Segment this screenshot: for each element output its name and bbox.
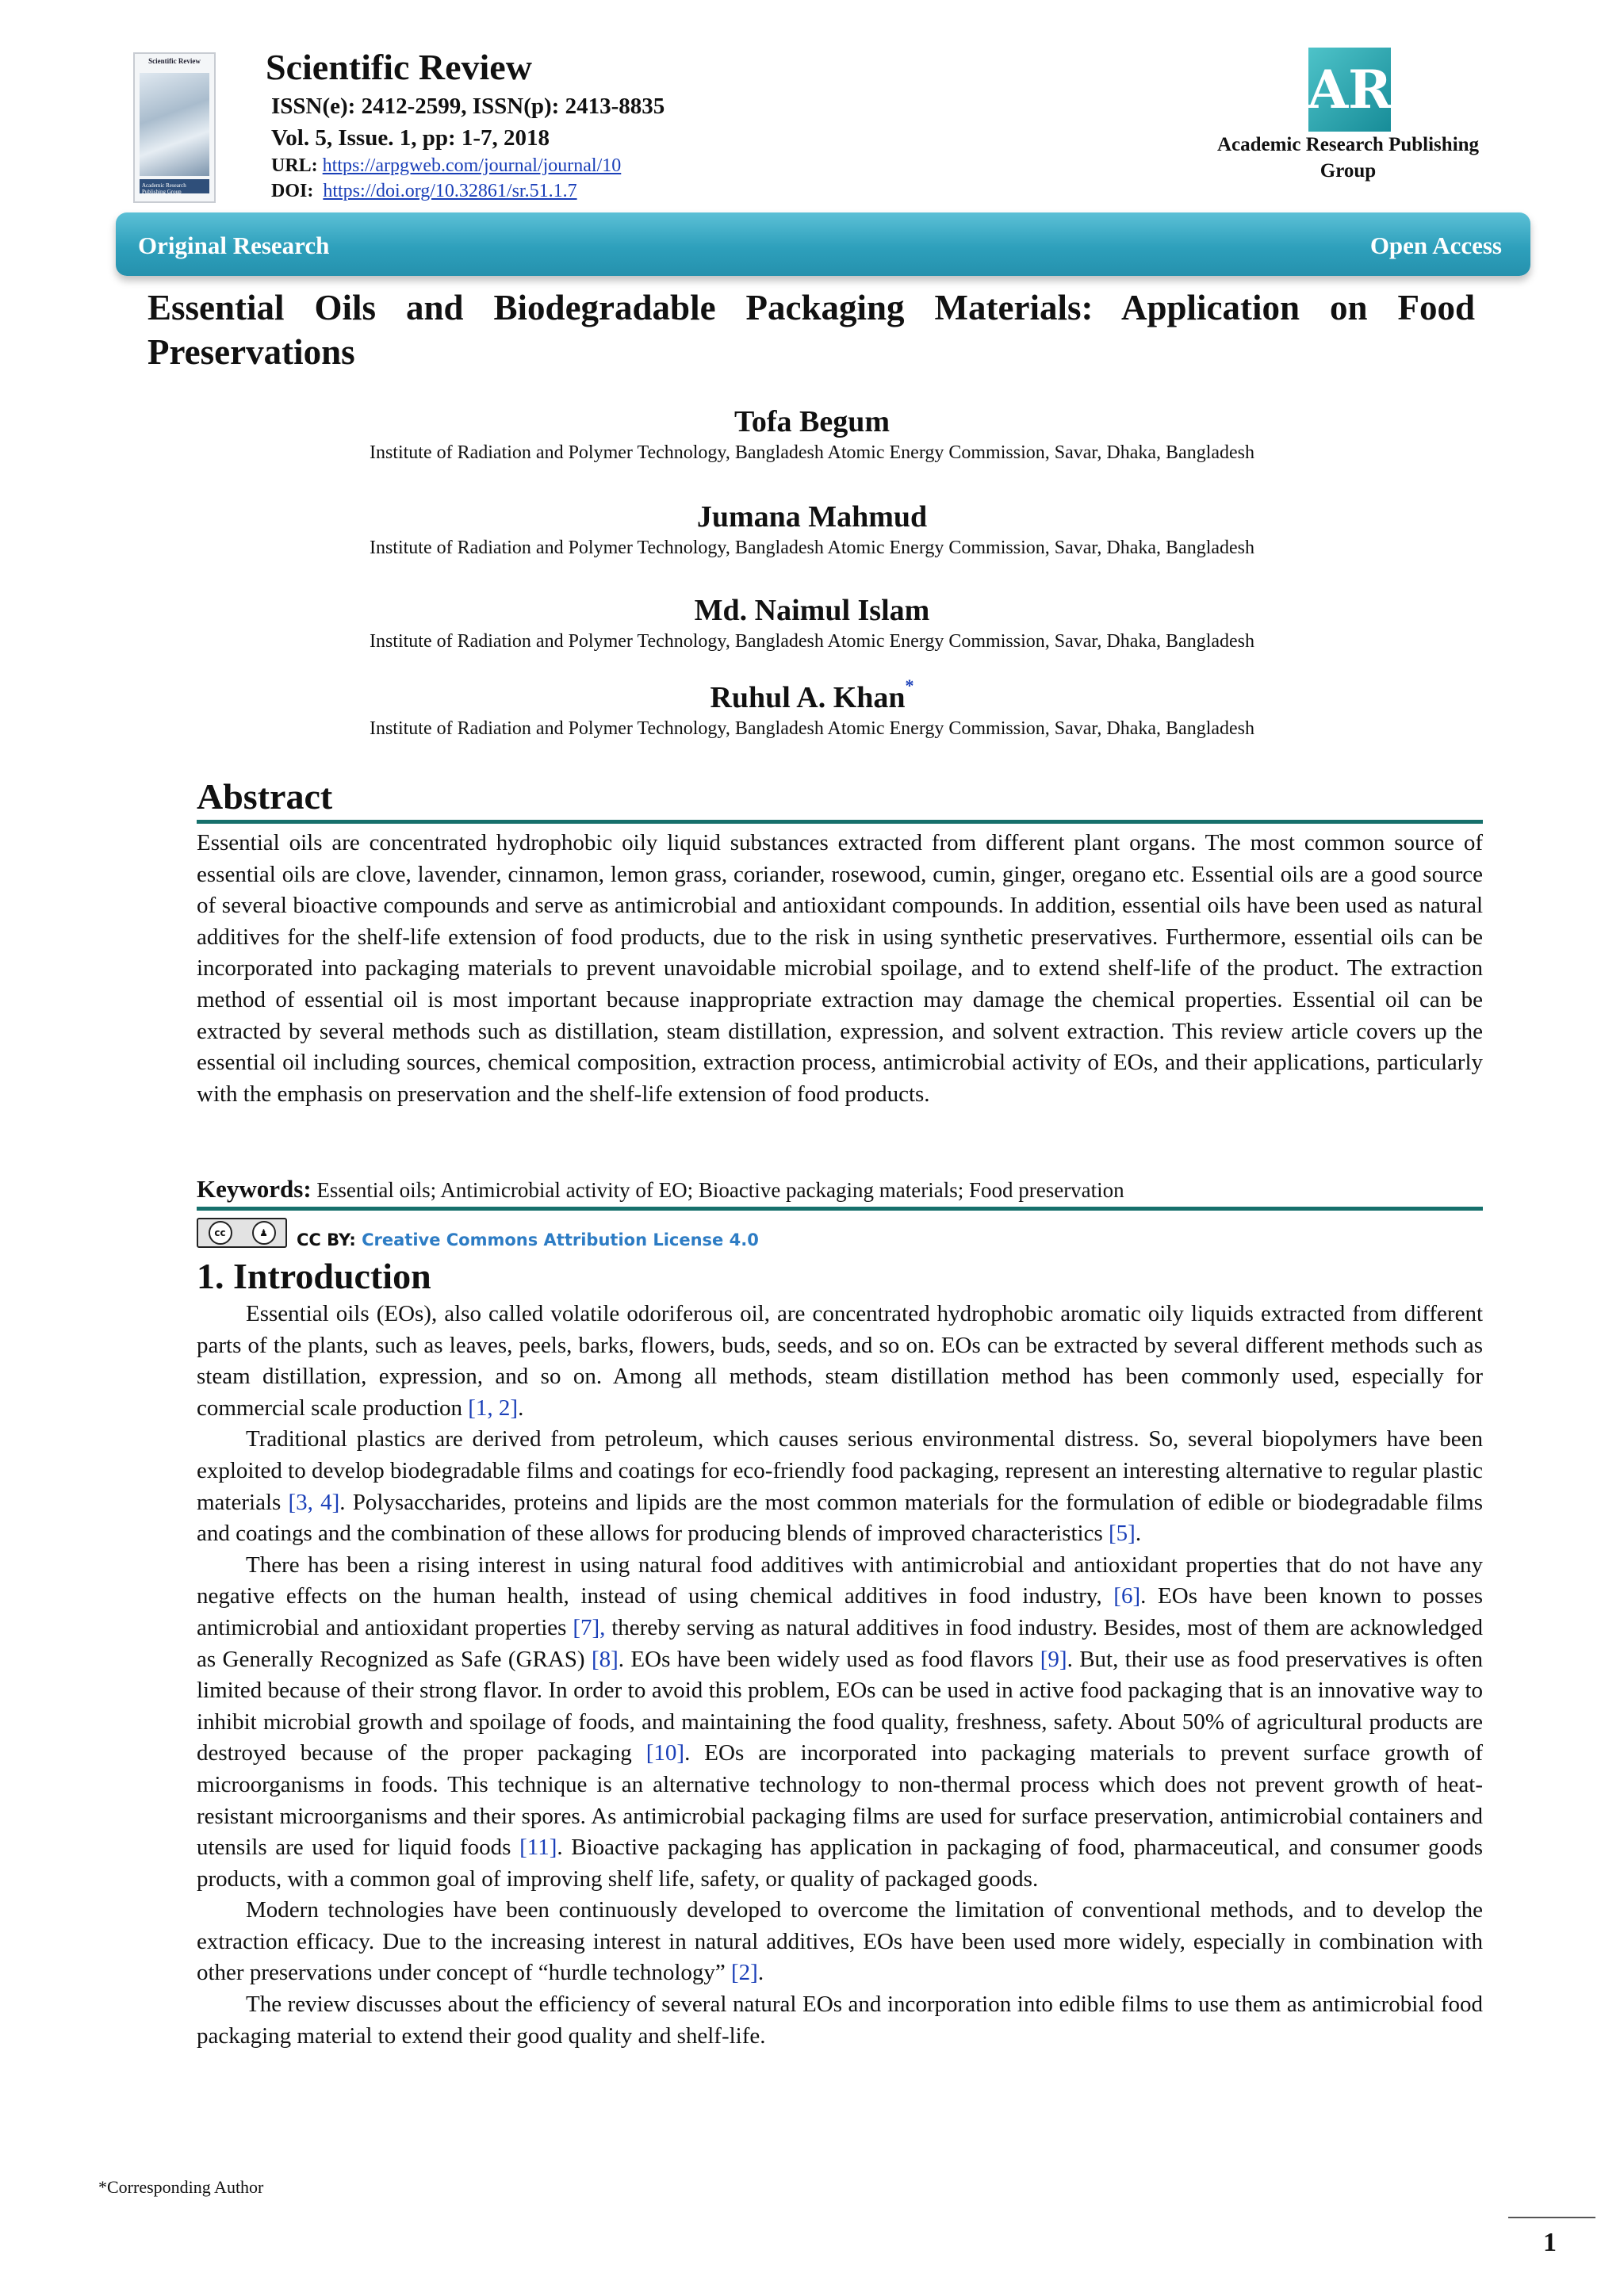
keywords-text: Essential oils; Antimicrobial activity of EO; Bioactive packaging materials; Food preservation bbox=[316, 1178, 1124, 1202]
para-text: thereby serving as natural additives in food industry. Besides, most of them are acknowledged as Generally Recognized as Safe (GRAS) bbox=[197, 1614, 1483, 1672]
publisher-logo: AR bbox=[1308, 48, 1391, 132]
journal-issn: ISSN(e): 2412-2599, ISSN(p): 2413-8835 bbox=[271, 94, 665, 119]
journal-url-line bbox=[271, 155, 621, 177]
citation-link[interactable]: [1, 2] bbox=[468, 1395, 519, 1421]
author-affiliation: Institute of Radiation and Polymer Technology, Bangladesh Atomic Energy Commission, Savar, Dhaka, Bangladesh bbox=[369, 538, 1255, 558]
para-text: . Bioactive packaging has application in packaging of food, pharmaceutical, and consumer goods products, with a common goal of improving shelf life, safety, or quality of packaged goods. bbox=[197, 1835, 1483, 1892]
cc-license-badge[interactable] bbox=[197, 1218, 287, 1248]
by-person-icon: ♟ bbox=[252, 1221, 276, 1245]
url-label: URL: bbox=[271, 155, 318, 176]
journal-cover-thumbnail bbox=[133, 52, 216, 203]
citation-link[interactable]: [9] bbox=[1040, 1646, 1067, 1672]
publisher-name: Academic Research Publishing Group bbox=[1216, 134, 1480, 182]
citation-link[interactable]: [5] bbox=[1109, 1521, 1136, 1547]
para-text: . bbox=[518, 1395, 524, 1421]
abstract-top-rule bbox=[197, 820, 1483, 824]
author-affiliation: Institute of Radiation and Polymer Technology, Bangladesh Atomic Energy Commission, Savar, Dhaka, Bangladesh bbox=[369, 631, 1255, 652]
intro-paragraph bbox=[197, 1424, 1483, 1549]
page-number-rule bbox=[1508, 2217, 1595, 2218]
abstract-bottom-rule bbox=[197, 1207, 1483, 1211]
access-type: Open Access bbox=[1369, 232, 1502, 259]
citation-link[interactable]: [7], bbox=[573, 1614, 606, 1640]
intro-paragraph bbox=[197, 1299, 1483, 1424]
author-name: Tofa Begum bbox=[733, 405, 890, 438]
cover-publisher: Academic Research Publishing Group bbox=[142, 182, 186, 195]
intro-paragraph bbox=[197, 1989, 1483, 2052]
corresponding-author bbox=[0, 675, 1624, 715]
citation-link[interactable]: [2] bbox=[731, 1960, 758, 1986]
journal-volume: Vol. 5, Issue. 1, pp: 1-7, 2018 bbox=[271, 125, 550, 151]
abstract-heading: Abstract bbox=[197, 776, 333, 817]
license-prefix: CC BY: bbox=[297, 1230, 356, 1249]
cc-icon: cc bbox=[209, 1221, 232, 1245]
author-affiliation: Institute of Radiation and Polymer Technology, Bangladesh Atomic Energy Commission, Savar, Dhaka, Bangladesh bbox=[369, 442, 1255, 463]
introduction-body bbox=[197, 1299, 1483, 2052]
para-text: . bbox=[1135, 1521, 1142, 1547]
para-text: Traditional plastics are derived from petroleum, which causes serious environmental distress. So, several biopolymers have been exploited to develop biodegradable films and coatings for eco-friendly food packaging, represent an interesting alternative to regular plastic materials bbox=[197, 1426, 1483, 1515]
cover-title: Scientific Review bbox=[148, 57, 201, 65]
keywords-label: Keywords: bbox=[197, 1175, 312, 1203]
introduction-heading: 1. Introduction bbox=[197, 1256, 431, 1296]
para-text: . bbox=[757, 1960, 764, 1986]
para-text: Modern technologies have been continuously developed to overcome the limitation of conventional methods, and to develop the extraction efficacy. Due to the increasing interest in natural additives, EOs have been used more widely, especially in combination with other preservations under concept of “hurdle technology” bbox=[197, 1897, 1483, 1986]
citation-link[interactable]: [10] bbox=[645, 1740, 685, 1766]
doi-label: DOI: bbox=[271, 181, 314, 201]
intro-paragraph bbox=[197, 1550, 1483, 1896]
journal-url-link[interactable]: https://arpgweb.com/journal/journal/10 bbox=[322, 155, 622, 176]
author-affiliation: Institute of Radiation and Polymer Technology, Bangladesh Atomic Energy Commission, Savar, Dhaka, Bangladesh bbox=[369, 718, 1255, 739]
citation-link[interactable]: [11] bbox=[519, 1835, 557, 1861]
abstract-text: Essential oils are concentrated hydrophobic oily liquid substances extracted from different plant organs. The most common source of essential oils are clove, lavender, cinnamon, lemon grass, coriander, rosewood, cumin, ginger, oregano etc. Essential oils are a good source of several bioactive compounds and serve as antimicrobial and antioxidant compounds. In addition, essential oils have been used as natural additives for the shelf-life extension of food products, due to the risk in using synthetic preservatives. Furthermore, essential oils can be incorporated into packaging materials to prevent unavoidable microbial spoilage, and to extend shelf-life of the product. The extraction method of essential oil is most important because inappropriate extraction may damage the chemical properties. Essential oil can be extracted by several methods such as distillation, steam distillation, expression, and solvent extraction. This review article covers up the essential oil including sources, chemical composition, extraction process, antimicrobial activity of EOs, and their applications, particularly with the emphasis on preservation and the shelf-life extension of food products. bbox=[197, 830, 1483, 1107]
author-name: Jumana Mahmud bbox=[696, 500, 928, 534]
para-text: . Polysaccharides, proteins and lipids are the most common materials for the formulation of edible or biodegradable films and coatings and the combination of these allows for producing blends of improved characteristics bbox=[197, 1489, 1483, 1547]
keywords bbox=[197, 1175, 1124, 1203]
para-text: The review discusses about the efficiency of several natural EOs and incorporation into edible films to use them as antimicrobial food packaging material to extend their good quality and shelf-life. bbox=[197, 1992, 1483, 2049]
corresponding-mark: * bbox=[905, 675, 914, 695]
para-text: There has been a rising interest in using natural food additives with antimicrobial and antioxidant properties that do not have any negative effects on the human health, instead of using chemical additives in food industry, bbox=[197, 1552, 1483, 1609]
page-number: 1 bbox=[1543, 2228, 1557, 2257]
article-type-banner bbox=[116, 212, 1530, 276]
author-name: Ruhul A. Khan bbox=[710, 681, 906, 714]
intro-paragraph bbox=[197, 1895, 1483, 1989]
para-text: . EOs are incorporated into packaging materials to prevent surface growth of microorganisms in foods. This technique is an alternative technology to non-thermal process which does not prevent growth of heat-resistant microorganisms and their spores. As antimicrobial packaging films are used for surface preservation, antimicrobial containers and utensils are used for liquid foods bbox=[197, 1740, 1483, 1861]
journal-doi-line bbox=[271, 181, 577, 202]
journal-title: Scientific Review bbox=[266, 47, 532, 87]
article-type: Original Research bbox=[138, 232, 330, 259]
doi-link[interactable]: https://doi.org/10.32861/sr.51.1.7 bbox=[323, 181, 577, 201]
citation-link[interactable]: [3, 4] bbox=[288, 1489, 340, 1515]
cover-publisher-bar bbox=[140, 179, 209, 193]
corresponding-author-note: *Corresponding Author bbox=[98, 2177, 264, 2197]
license-link[interactable]: Creative Commons Attribution License 4.0 bbox=[362, 1230, 759, 1249]
paper-title: Essential Oils and Biodegradable Packaging Materials: Application on Food Preservations bbox=[147, 288, 1475, 372]
para-text: . But, their use as food preservatives is often limited because of their strong flavor. In order to avoid this problem, EOs can be used in active food packaging that is an innovative way to inhibit microbial growth and spoilage of foods, and maintaining the food quality, freshness, safety. About 50% of agricultural products are destroyed because of the proper packaging bbox=[197, 1646, 1484, 1766]
para-text: . EOs have been widely used as food flavors bbox=[618, 1646, 1040, 1672]
cover-image bbox=[140, 73, 209, 176]
para-text: Essential oils (EOs), also called volatile odoriferous oil, are concentrated hydrophobic aromatic oily liquids extracted from different parts of the plants, such as leaves, peels, barks, flowers, buds, seeds, and so on. EOs can be extracted by several different methods such as steam distillation, expression, and so on. Among all methods, steam distillation method has been commonly used, especially for commercial scale production bbox=[197, 1301, 1483, 1421]
para-text: . EOs have been known to posses antimicrobial and antioxidant properties bbox=[197, 1583, 1483, 1640]
citation-link[interactable]: [6] bbox=[1113, 1583, 1141, 1609]
citation-link[interactable]: [8] bbox=[591, 1646, 619, 1672]
author-name: Md. Naimul Islam bbox=[694, 594, 930, 627]
abstract-body bbox=[197, 828, 1483, 1110]
license-line bbox=[297, 1230, 759, 1249]
